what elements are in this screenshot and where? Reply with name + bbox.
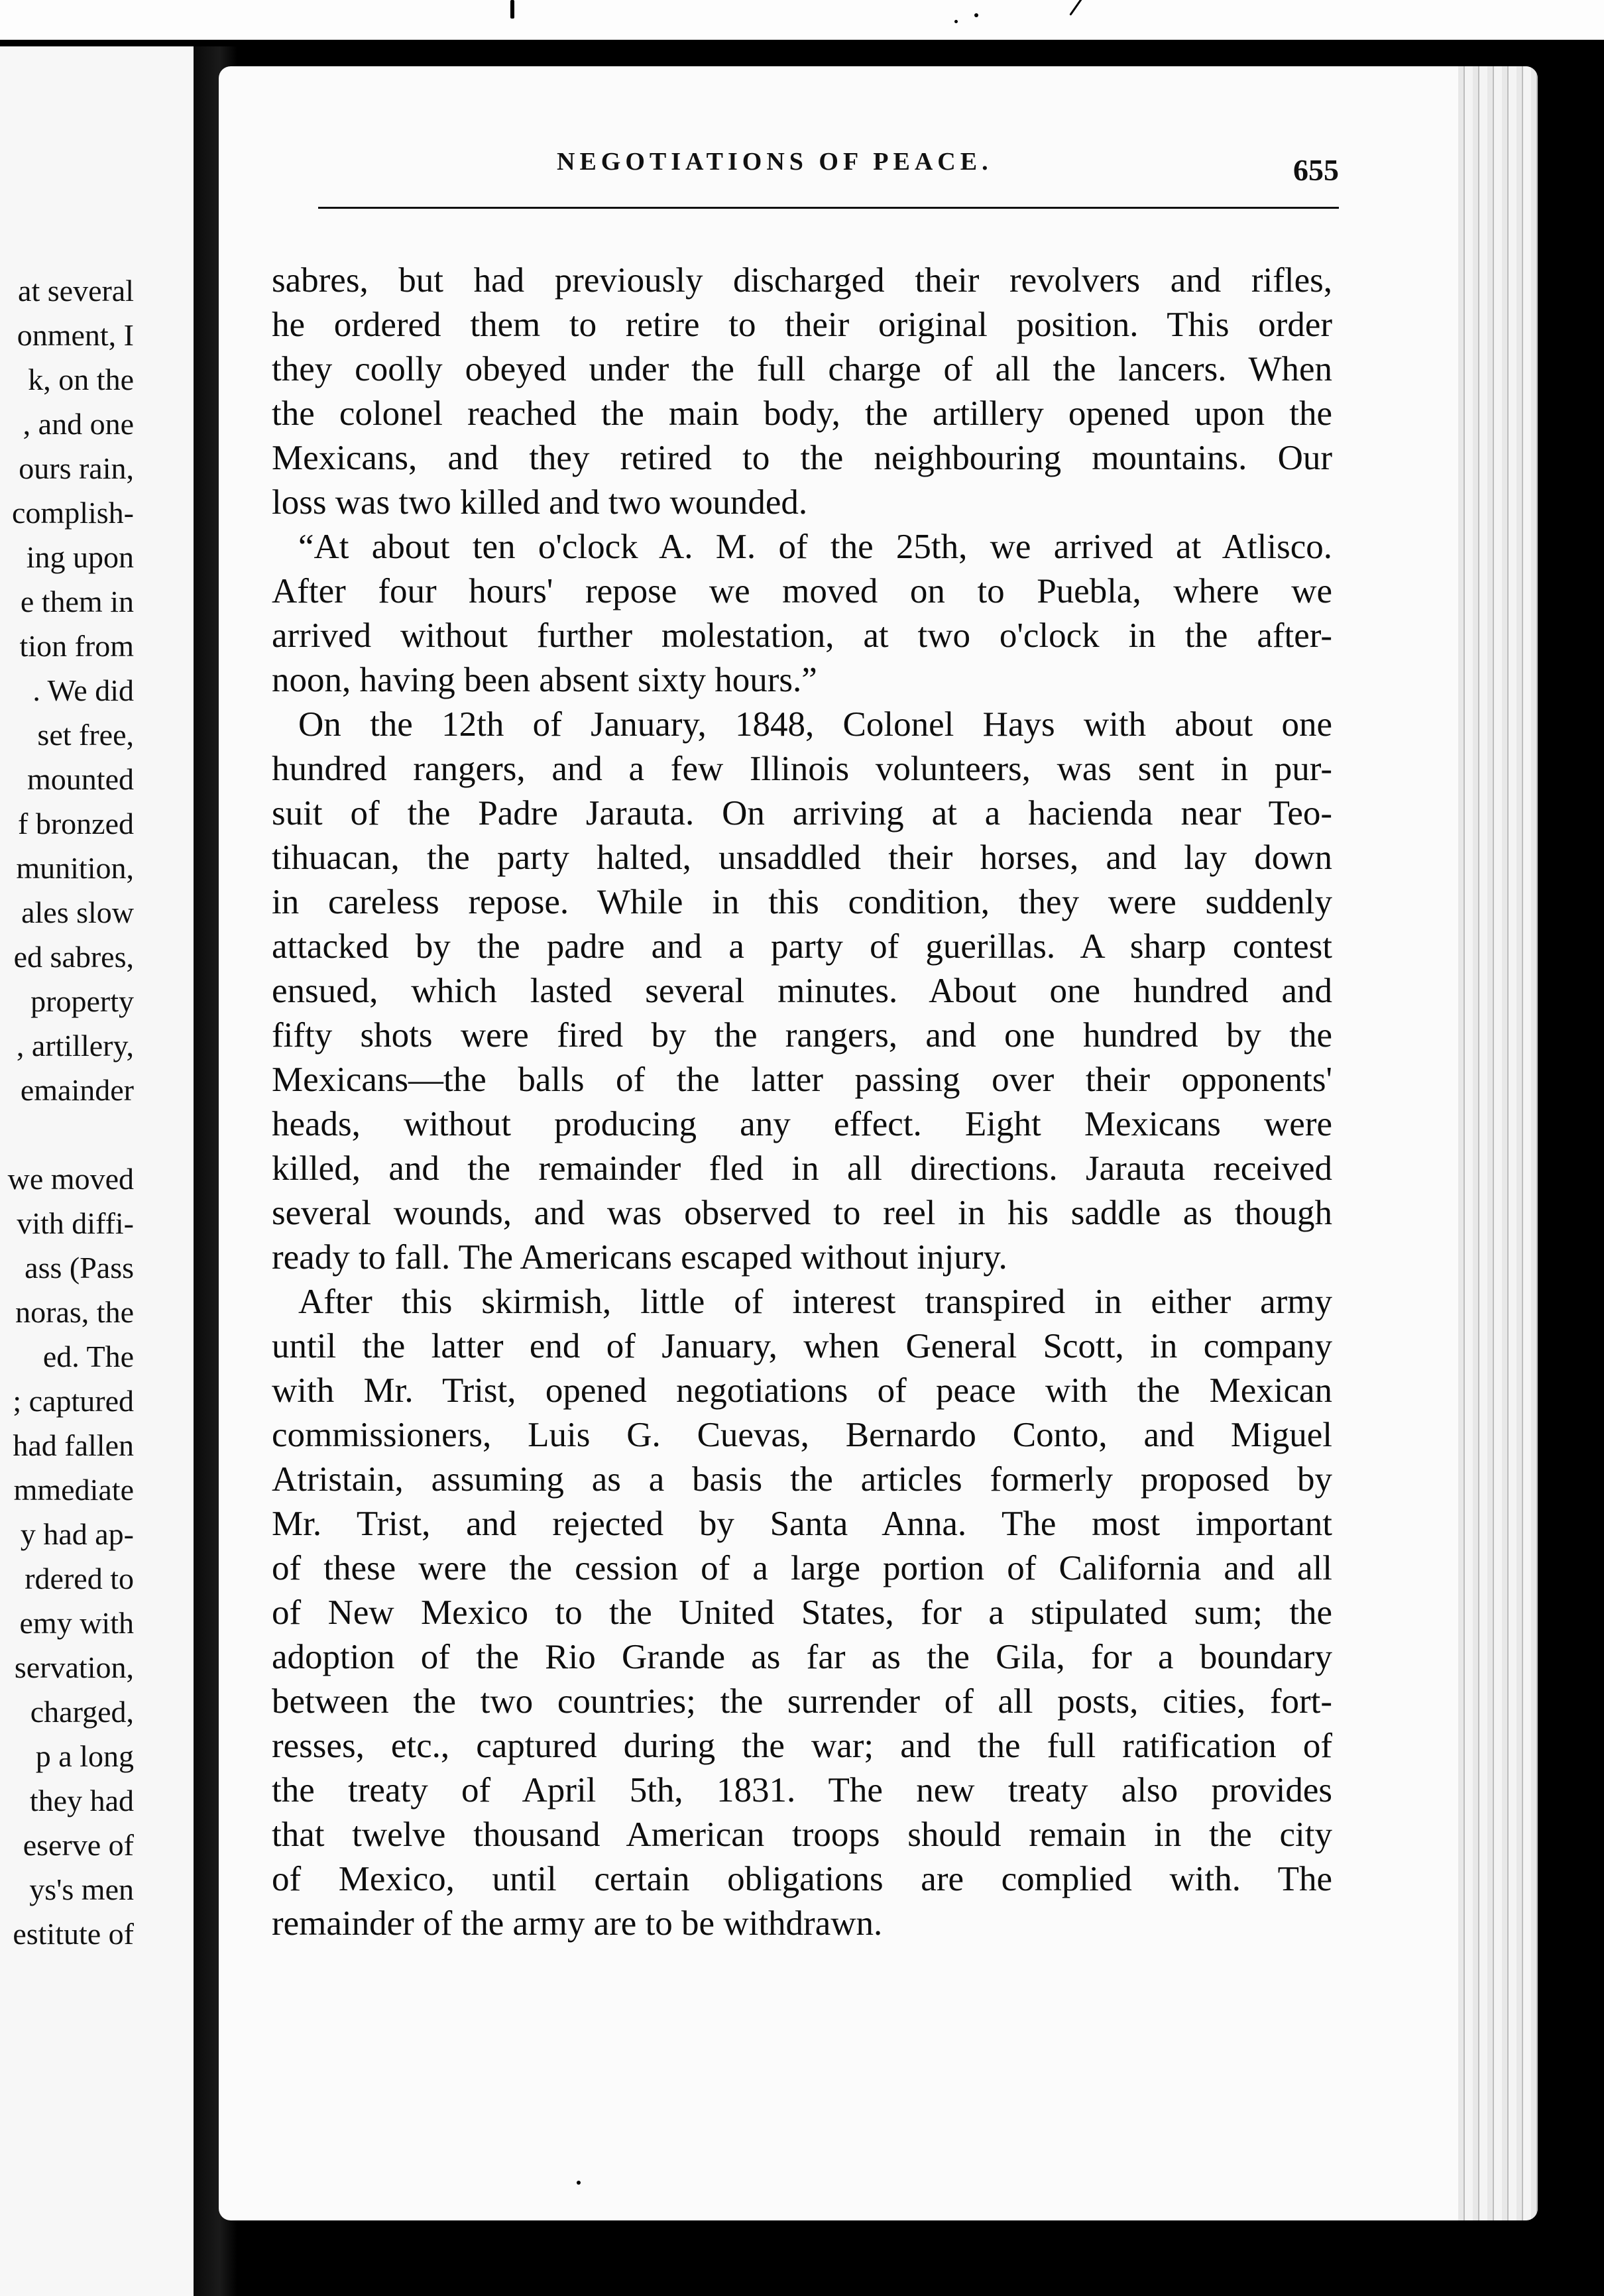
left-page-line: ass (Pass bbox=[25, 1251, 134, 1285]
text-line: that twelve thousand American troops should remain in the city bbox=[272, 1815, 1332, 1854]
text-line: Mr. Trist, and rejected by Santa Anna. The most important bbox=[272, 1505, 1332, 1543]
text-line: attacked by the padre and a party of guerillas. A sharp contest bbox=[272, 927, 1332, 966]
text-line: “At about ten o'clock A. M. of the 25th, we arrived at Atlisco. bbox=[298, 528, 1332, 566]
text-line: hundred rangers, and a few Illinois volunteers, was sent in pur- bbox=[272, 750, 1332, 788]
left-page-line: emainder bbox=[20, 1073, 134, 1107]
text-line: ready to fall. The Americans escaped without injury. bbox=[272, 1238, 1007, 1277]
text-line: until the latter end of January, when General Scott, in company bbox=[272, 1327, 1332, 1365]
left-page-fragment bbox=[0, 46, 194, 2296]
text-line: commissioners, Luis G. Cuevas, Bernardo Conto, and Miguel bbox=[272, 1416, 1332, 1454]
left-page-line: complish- bbox=[12, 496, 134, 530]
left-page-line bbox=[0, 1112, 134, 1157]
left-page-line: y had ap- bbox=[20, 1517, 134, 1551]
text-line: suit of the Padre Jarauta. On arriving at a hacienda near Teo- bbox=[272, 794, 1332, 832]
text-line: remainder of the army are to be withdrawn. bbox=[272, 1904, 883, 1943]
scan-top-margin bbox=[0, 0, 1604, 40]
text-line: killed, and the remainder fled in all directions. Jarauta received bbox=[272, 1149, 1332, 1188]
left-page-line: ; captured bbox=[13, 1384, 134, 1418]
left-page-line: property bbox=[30, 984, 134, 1018]
scan-speck bbox=[954, 20, 958, 23]
left-page-line: ed. The bbox=[42, 1340, 134, 1373]
scan-speck bbox=[577, 2181, 581, 2185]
left-page-line: , and one bbox=[23, 407, 134, 441]
left-page-line: p a long bbox=[35, 1739, 134, 1773]
text-line: Atristain, assuming as a basis the articles formerly proposed by bbox=[272, 1460, 1332, 1499]
text-line: they coolly obeyed under the full charge of all the lancers. When bbox=[272, 350, 1332, 388]
text-line: adoption of the Rio Grande as far as the Gila, for a boundary bbox=[272, 1638, 1332, 1676]
text-line: Mexicans—the balls of the latter passing over their opponents' bbox=[272, 1061, 1332, 1099]
left-page-line: f bronzed bbox=[18, 807, 134, 840]
left-page-line: charged, bbox=[30, 1695, 134, 1729]
text-line: of these were the cession of a large portion of California and all bbox=[272, 1549, 1332, 1587]
body-text bbox=[272, 258, 1332, 1946]
left-page-line: ys's men bbox=[29, 1872, 134, 1906]
text-line: sabres, but had previously discharged their revolvers and rifles, bbox=[272, 261, 1332, 300]
left-page-line: ed sabres, bbox=[13, 940, 134, 974]
left-page-line: onment, I bbox=[17, 318, 134, 352]
text-line: he ordered them to retire to their original position. This order bbox=[272, 306, 1332, 344]
scan-speck bbox=[510, 0, 514, 19]
scan-speck bbox=[245, 2247, 261, 2258]
left-page-line: we moved bbox=[7, 1162, 134, 1196]
left-page-line: mounted bbox=[27, 762, 134, 796]
left-page-line: at several bbox=[18, 274, 134, 308]
left-page-line: had fallen bbox=[13, 1428, 134, 1462]
left-page-text bbox=[0, 268, 134, 1956]
page-number: 655 bbox=[1293, 153, 1339, 187]
text-line: several wounds, and was observed to reel in his saddle as though bbox=[272, 1194, 1332, 1232]
left-page-line: set free, bbox=[37, 718, 134, 752]
left-page-line: munition, bbox=[16, 851, 134, 885]
text-line: Mexicans, and they retired to the neighbouring mountains. Our bbox=[272, 439, 1332, 477]
left-page-line: ing upon bbox=[26, 540, 134, 574]
left-page-line: rdered to bbox=[25, 1562, 134, 1595]
left-page-line: servation, bbox=[14, 1650, 134, 1684]
left-page-line: eserve of bbox=[23, 1828, 134, 1862]
text-line: ensued, which lasted several minutes. About one hundred and bbox=[272, 972, 1332, 1010]
text-line: with Mr. Trist, opened negotiations of peace with the Mexican bbox=[272, 1371, 1332, 1410]
left-page-line: vith diffi- bbox=[17, 1206, 134, 1240]
text-line: the colonel reached the main body, the artillery opened upon the bbox=[272, 394, 1332, 433]
text-line: resses, etc., captured during the war; and the full ratification of bbox=[272, 1727, 1332, 1765]
left-page-line: , artillery, bbox=[16, 1029, 134, 1062]
text-line: After this skirmish, little of interest transpired in either army bbox=[298, 1283, 1332, 1321]
running-head bbox=[318, 147, 1339, 209]
text-line: of Mexico, until certain obligations are complied with. The bbox=[272, 1860, 1332, 1898]
text-line: arrived without further molestation, at two o'clock in the after- bbox=[272, 616, 1332, 655]
text-line: tihuacan, the party halted, unsaddled their horses, and lay down bbox=[272, 838, 1332, 877]
text-line: the treaty of April 5th, 1831. The new treaty also provides bbox=[272, 1771, 1332, 1809]
running-title: NEGOTIATIONS OF PEACE. bbox=[557, 148, 993, 176]
left-page-line: . We did bbox=[32, 673, 134, 707]
left-page-line: ales slow bbox=[21, 895, 134, 929]
left-page-line: they had bbox=[29, 1784, 134, 1817]
text-line: After four hours' repose we moved on to Puebla, where we bbox=[272, 572, 1332, 610]
left-page-line: noras, the bbox=[15, 1295, 134, 1329]
scan-speck bbox=[974, 13, 978, 17]
text-line: fifty shots were fired by the rangers, and one hundred by the bbox=[272, 1016, 1332, 1055]
text-line: noon, having been absent sixty hours.” bbox=[272, 661, 817, 699]
left-page-line: mmediate bbox=[13, 1473, 134, 1507]
text-line: On the 12th of January, 1848, Colonel Hays with about one bbox=[298, 705, 1332, 744]
text-line: between the two countries; the surrender of all posts, cities, fort- bbox=[272, 1682, 1332, 1721]
left-page-line: e them in bbox=[20, 585, 134, 618]
left-page-line: emy with bbox=[19, 1606, 134, 1640]
left-page-line: k, on the bbox=[28, 363, 134, 396]
left-page-line: tion from bbox=[19, 629, 134, 663]
text-line: of New Mexico to the United States, for a stipulated sum; the bbox=[272, 1593, 1332, 1632]
page-edges bbox=[1458, 66, 1538, 2220]
left-page-line: estitute of bbox=[13, 1917, 134, 1951]
text-line: in careless repose. While in this condition, they were suddenly bbox=[272, 883, 1332, 921]
left-page-line: ours rain, bbox=[19, 451, 134, 485]
text-line: heads, without producing any effect. Eight Mexicans were bbox=[272, 1105, 1332, 1143]
text-line: loss was two killed and two wounded. bbox=[272, 483, 808, 522]
